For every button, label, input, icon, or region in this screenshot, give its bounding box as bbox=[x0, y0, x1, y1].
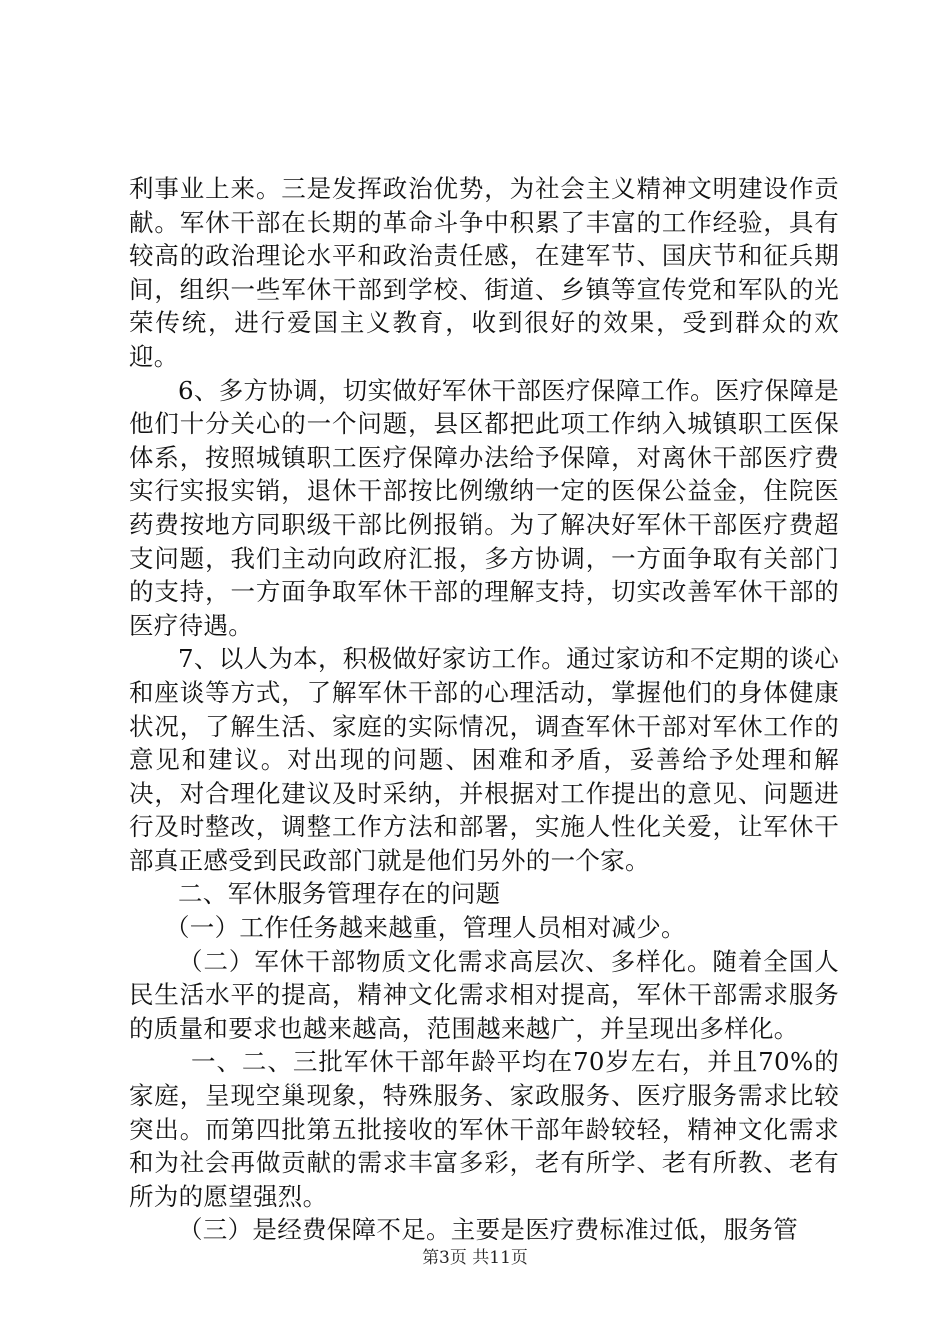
paragraph: （二）军休干部物质文化需求高层次、多样化。随着全国人民生活水平的提高，精神文化需求相对提高，军休干部需求服务的质量和要求也越来越高，范围越来越广，并呈现出多样化。 bbox=[129, 946, 839, 1043]
page-footer: 第3页 共11页 bbox=[422, 1248, 528, 1268]
subsection-heading: （一）工作任务越来越重，管理人员相对减少。 bbox=[165, 913, 686, 943]
paragraph: 7、以人为本，积极做好家访工作。通过家访和不定期的谈心和座谈等方式，了解军休干部的心理活动，掌握他们的身体健康状况，了解生活、家庭的实际情况，调查军休干部对军休工作的意见和建议。对出现的问题、困难和矛盾，妥善给予处理和解决，对合理化建议及时采纳，并根据对工作提出的意见、问题进行及时整改，调整工作方法和部署，实施人性化关爱，让军休干部真正感受到民政部门就是他们另外的一个家。 bbox=[129, 644, 839, 875]
section-heading: 二、军休服务管理存在的问题 bbox=[178, 879, 501, 909]
paragraph: 6、多方协调，切实做好军休干部医疗保障工作。医疗保障是他们十分关心的一个问题，县区都把此项工作纳入城镇职工医保体系，按照城镇职工医疗保障办法给予保障，对离休干部医疗费实行实报实销，退休干部按比例缴纳一定的医保公益金，住院医药费按地方同职级干部比例报销。为了解决好军休干部医疗费超支问题，我们主动向政府汇报，多方协调，一方面争取有关部门的支持，一方面争取军休干部的理解支持，切实改善军休干部的医疗待遇。 bbox=[129, 375, 839, 640]
paragraph: （三）是经费保障不足。主要是医疗费标准过低，服务管 bbox=[178, 1215, 798, 1245]
body-text bbox=[129, 172, 839, 1247]
paragraph: 利事业上来。三是发挥政治优势，为社会主义精神文明建设作贡献。军休干部在长期的革命斗争中积累了丰富的工作经验，具有较高的政治理论水平和政治责任感，在建军节、国庆节和征兵期间，组织一些军休干部到学校、街道、乡镇等宣传党和军队的光荣传统，进行爱国主义教育，收到很好的效果，受到群众的欢迎。 bbox=[129, 174, 839, 371]
paragraph: 一、二、三批军休干部年龄平均在70岁左右，并且70%的家庭，呈现空巢现象，特殊服务、家政服务、医疗服务需求比较突出。而第四批第五批接收的军休干部年龄较轻，精神文化需求和为社会再做贡献的需求丰富多彩，老有所学、老有所教、老有所为的愿望强烈。 bbox=[129, 1047, 839, 1211]
